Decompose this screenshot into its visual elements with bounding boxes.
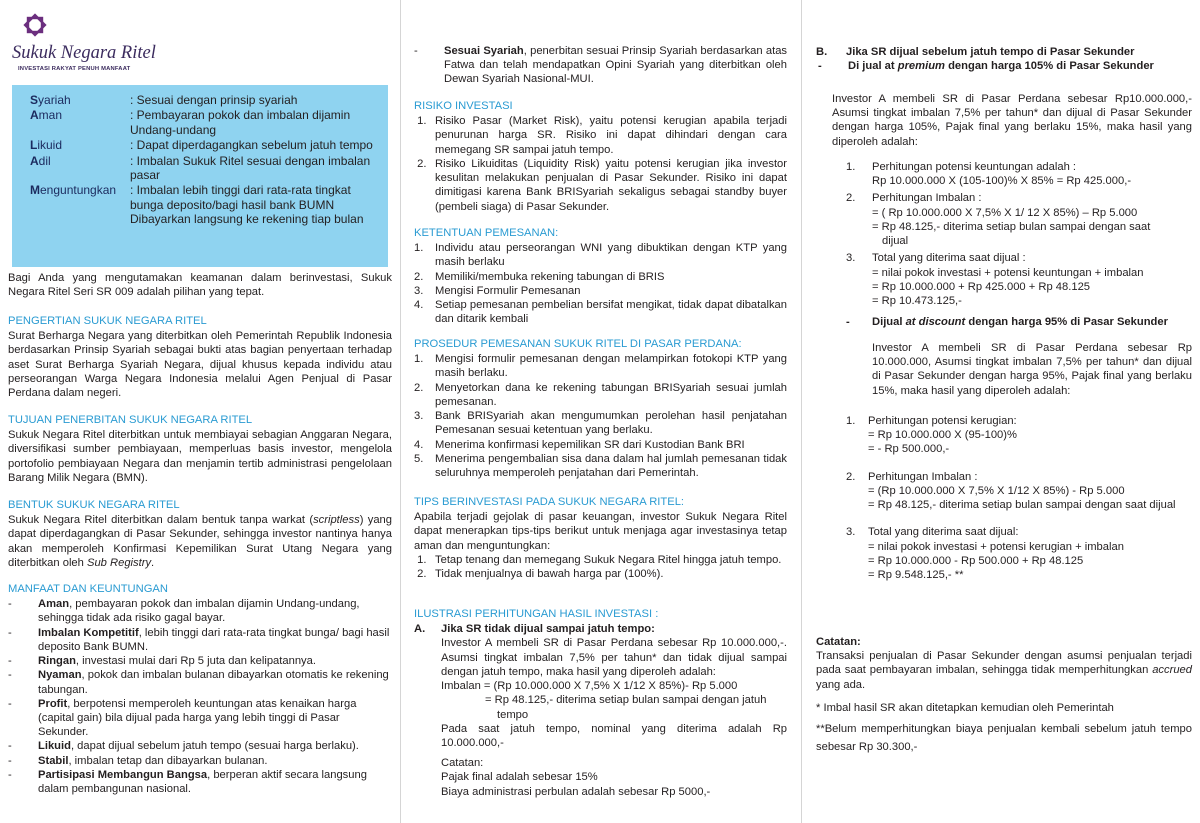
list-item: 1. Perhitungan potensi keuntungan adalah : Rp 10.000.000 X (105-100)% X 85% = Rp 425.000,- [846, 161, 1132, 188]
notes-body: Transaksi penjualan di Pasar Sekunder dengan asumsi penjualan terjadi pada saat pembayaran imbalan, sehingga tidak memperhitungkan accrued yang ada. [816, 650, 1192, 691]
list-item: 2. Perhitungan Imbalan : = ( Rp 10.000.000 X 7,5% X 1/ 12 X 85%) – Rp 5.000 = Rp 48.125,- diterima setiap bulan sampai dengan saat dijual [846, 192, 1151, 248]
section-heading: MANFAAT DAN KEUNTUNGAN [8, 583, 168, 595]
acronym-word: dil [38, 153, 51, 168]
list-item: 2. Menyetorkan dana ke rekening tabungan BRISyariah sesuai jumlah pemesanan. [414, 381, 787, 408]
acronym-letter: A [30, 108, 39, 123]
acronym-value: : Imbalan Sukuk Ritel sesuai dengan imbalan pasar [130, 153, 371, 182]
list-item: - Aman, pembayaran pokok dan imbalan dijamin Undang-undang, sehingga tidak ada risiko gagal bayar. [8, 598, 360, 625]
brand-title: Sukuk Negara Ritel [12, 43, 156, 63]
list-item: 2. Tidak menjualnya di bawah harga par (100%). [414, 568, 664, 581]
acronym-word: enguntungkan [40, 183, 117, 198]
list-item: 3. Total yang diterima saat dijual: = nilai pokok investasi + potensi kerugian + imbalan = Rp 10.000.000 - Rp 500.000 + Rp 48.125 = Rp 9.548.125,- ** [846, 526, 1124, 581]
list-item: 1. Perhitungan potensi kerugian: = Rp 10.000.000 X (95-100)% = - Rp 500.000,- [846, 415, 1017, 456]
left-column [0, 0, 400, 823]
order-terms-list [414, 241, 787, 326]
brand-tagline: INVESTASI RAKYAT PENUH MANFAAT [18, 66, 131, 72]
section-body: Surat Berharga Negara yang diterbitkan oleh Pemerintah Republik Indonesia berdasarkan Prinsip Syariah sebagai bukti atas bagian penyertaan terhadap aset Surat Berharga Syariah Negara, dijual khusus kepada individu atau perseorangan Warga Negara Indonesia melalui Agen Penjual di Pasar Perdana dalam negeri. [8, 330, 392, 400]
section-heading: PROSEDUR PEMESANAN SUKUK RITEL DI PASAR PERDANA: [414, 338, 742, 350]
list-item: - Sesuai Syariah, penerbitan sesuai Prinsip Syariah berdasarkan atas Fatwa dan telah mendapatkan Opini Syariah yang diterbitkan oleh Dewan Syariah Nasional-MUI. [414, 45, 788, 86]
acronym-value: : Dapat diperdagangkan sebelum jatuh tempo [130, 138, 373, 153]
notes-heading: Catatan: [816, 636, 861, 648]
acronym-letter: L [30, 138, 38, 153]
list-item: 4. Setiap pemesanan pembelian bersifat mengikat, tidak dapat dibatalkan dan ditarik kembali [414, 299, 787, 326]
section-body: Sukuk Negara Ritel diterbitkan dalam bentuk tanpa warkat (scriptless) yang dapat diperdagangkan di Pasar Sekunder, sehingga investor nantinya hanya akan memperoleh Konfirmasi Kepemilikan Surat Utang Negara yang diterbitkan oleh Sub Registry. [8, 514, 392, 569]
section-heading: RISIKO INVESTASI [414, 100, 513, 112]
notes-section [816, 635, 1192, 757]
list-item: 2. Memiliki/membuka rekening tabungan di BRIS [414, 270, 665, 283]
discount-paragraph: Investor A membeli SR di Pasar Perdana sebesar Rp 10.000.000, Asumsi tingkat imbalan 7,5% per tahun* dan dijual di Pasar Sekunder dengan harga 95%, Pajak final yang berlaku 15%, maka hasil yang diperoleh adalah: [872, 342, 1192, 397]
list-item: - Profit, berpotensi memperoleh keuntungan atas kenaikan harga (capital gain) bila dijual pada harga yang lebih tinggi di Pasar Sekunder. [8, 697, 357, 739]
illustration-b: B. Jika SR dijual sebelum jatuh tempo di Pasar Sekunder - Di jual at premium dengan harga 105% di Pasar Sekunder [816, 46, 1154, 73]
acronym-letter: A [30, 153, 39, 168]
illustration-a: A. Jika SR tidak dijual sampai jatuh tempo: Investor A membeli SR di Pasar Perdana sebesar Rp 10.000.000,-. Asumsi tingkat imbalan 7,5% per tahun* dan tidak dijual sampai dengan jatuh tempo, maka hasil yang diperoleh adalah: Imbalan = (Rp 10.000.000 X 7,5% X 1/12 X 85%)- Rp 5.000 = Rp 48.125,- diterima setiap bulan sampai dengan jatuh tempo Pada saat jatuh tempo, nominal yang diterima adalah Rp 10.000.000,- Catatan: Pajak final adalah sebesar 15% Biaya administrasi perbulan adalah sebesar Rp 5000,- [414, 623, 787, 798]
premium-calculation [846, 160, 1192, 308]
section-body: Apabila terjadi gejolak di pasar keuangan, investor Sukuk Negara Ritel dapat menerapkan tips-tips berikut untuk menjaga agar investasinya tetap aman dan menguntungkan: [414, 511, 787, 552]
section-heading: KETENTUAN PEMESANAN: [414, 227, 559, 239]
section-prosedur [414, 337, 787, 480]
list-item: - Imbalan Kompetitif, lebih tinggi dari rata-rata tingkat bunga/ bagi hasil deposito Bank BUMN. [8, 626, 390, 653]
section-heading: BENTUK SUKUK NEGARA RITEL [8, 499, 180, 511]
premium-subtitle: Di jual at premium dengan harga 105% di Pasar Sekunder [848, 60, 1154, 73]
acronym-row [30, 93, 378, 107]
benefit-list [8, 597, 392, 796]
list-item: - Likuid, dapat dijual sebelum jatuh tempo (sesuai harga berlaku). [8, 740, 359, 753]
section-pengertian [8, 314, 392, 400]
section-heading: TIPS BERINVESTASI PADA SUKUK NEGARA RITEL: [414, 496, 685, 508]
section-manfaat [8, 582, 392, 796]
section-tips [414, 495, 787, 581]
star-logo-icon [20, 10, 50, 40]
footnote: **Belum memperhitungkan biaya penjualan kembali sebelum jatuh tempo sebesar Rp 30.300,- [816, 723, 1192, 754]
section-heading: PENGERTIAN SUKUK NEGARA RITEL [8, 315, 207, 327]
illustration-b-title: Jika SR dijual sebelum jatuh tempo di Pasar Sekunder [846, 46, 1135, 58]
procedure-list [414, 352, 787, 480]
section-heading: TUJUAN PENERBITAN SUKUK NEGARA RITEL [8, 414, 253, 426]
intro-text: Bagi Anda yang mengutamakan keamanan dalam berinvestasi, Sukuk Negara Ritel Seri SR 009 adalah pilihan yang tepat. [8, 272, 392, 299]
section-ketentuan [414, 226, 787, 327]
acronym-word: ikuid [37, 138, 63, 153]
acronym-value: : Pembayaran pokok dan imbalan dijamin Undang-undang [130, 108, 351, 137]
discount-calculation [846, 414, 1192, 582]
list-item: 1. Tetap tenang dan memegang Sukuk Negara Ritel hingga jatuh tempo. [414, 553, 782, 566]
acronym-row [30, 183, 378, 226]
risk-list [414, 114, 787, 214]
acronym-word: yariah [38, 93, 71, 107]
acronym-letter: S [30, 93, 39, 107]
acronym-word: man [38, 108, 63, 123]
illustration-a-title: Jika SR tidak dijual sampai jatuh tempo: [441, 623, 655, 636]
middle-column [401, 0, 801, 823]
list-item: - Nyaman, pokok dan imbalan bulanan dibayarkan otomatis ke rekening tabungan. [8, 669, 389, 696]
footnote: * Imbal hasil SR akan ditetapkan kemudian oleh Pemerintah [816, 701, 1114, 714]
section-body: Sukuk Negara Ritel diterbitkan untuk membiayai sebagian Anggaran Negara, diversifikasi sumber pembiayaan, memperluas basis investor, mengelola portofolio pembiayaan Negara dan menjamin tertib administrasi pengelolaan Barang Milik Negara (BMN). [8, 429, 392, 484]
list-item: 1. Risiko Pasar (Market Risk), yaitu potensi kerugian apabila terjadi penurunan harga SR. Risiko ini dapat dihindari dengan cara memegang SR sampai jatuh tempo. [414, 115, 787, 156]
list-item: - Partisipasi Membangun Bangsa, berperan aktif secara langsung dalam pembangunan nasional. [8, 768, 367, 796]
list-item: 4. Menerima konfirmasi kepemilikan SR dari Kustodian Bank BRI [414, 438, 745, 451]
list-item: 1. Mengisi formulir pemesanan dengan melampirkan fotokopi KTP yang masih berlaku. [414, 353, 787, 380]
brand-logo [12, 8, 162, 73]
section-heading: ILUSTRASI PERHITUNGAN HASIL INVESTASI : [414, 608, 659, 620]
premium-paragraph: Investor A membeli SR di Pasar Perdana sebesar Rp10.000.000,- Asumsi tingkat imbalan 7,5% per tahun* dan dijual di Pasar Sekunder dengan harga 105%, Pajak final yang berlaku 15%, maka hasil yang diperoleh adalah: [832, 93, 1192, 148]
acronym-value: : Imbalan lebih tinggi dari rata-rata tingkat bunga deposito/bagi hasil bank BUMN Dibayarkan langsung ke rekening tiap bulan [130, 183, 364, 227]
list-item: 1. Individu atau perseorangan WNI yang dibuktikan dengan KTP yang masih berlaku [414, 242, 787, 269]
acronym-value: : Sesuai dengan prinsip syariah [130, 93, 298, 107]
acronym-row [30, 108, 378, 137]
section-bentuk [8, 498, 392, 570]
discount-subtitle: - Dijual at discount dengan harga 95% di Pasar Sekunder [846, 316, 1168, 328]
acronym-row [30, 154, 378, 183]
list-item: - Stabil, imbalan tetap dan dibayarkan bulanan. [8, 754, 268, 767]
acronym-row [30, 138, 378, 152]
section-tujuan [8, 413, 392, 485]
tips-list [414, 553, 787, 581]
list-item: 3. Mengisi Formulir Pemesanan [414, 284, 581, 297]
list-item: 5. Menerima pengembalian sisa dana dalam hal jumlah pemesanan tidak seluruhnya memperoleh penjatahan dari Pemerintah. [414, 452, 787, 479]
benefit-list-continued [414, 44, 787, 87]
list-item: - Ringan, investasi mulai dari Rp 5 juta dan kelipatannya. [8, 655, 316, 668]
list-item: 2. Risiko Likuiditas (Liquidity Risk) yaitu potensi kerugian jika investor kesulitan melakukan penjualan di Pasar Sekunder. Risiko ini dapat dimitigasi karena Bank BRISyariah sekaligus sebagai standby buyer (pembeli siaga) di Pasar Sekunder. [414, 157, 787, 213]
section-ilustrasi [414, 607, 787, 799]
list-item: 3. Bank BRISyariah akan mengumumkan perolehan hasil penjatahan Pemesanan sesuai ketentuan yang berlaku. [414, 410, 787, 437]
right-column [802, 0, 1200, 823]
acronym-letter: M [30, 183, 40, 198]
list-item: 3. Total yang diterima saat dijual : = nilai pokok investasi + potensi keuntungan + imbalan = Rp 10.000.000 + Rp 425.000 + Rp 48.125 = Rp 10.473.125,- [846, 252, 1144, 307]
acronym-box [12, 85, 388, 267]
section-risiko [414, 99, 787, 214]
list-item: 2. Perhitungan Imbalan : = (Rp 10.000.000 X 7,5% X 1/12 X 85%) - Rp 5.000 = Rp 48.125,- diterima setiap bulan sampai dengan saat dijual [846, 470, 1176, 512]
